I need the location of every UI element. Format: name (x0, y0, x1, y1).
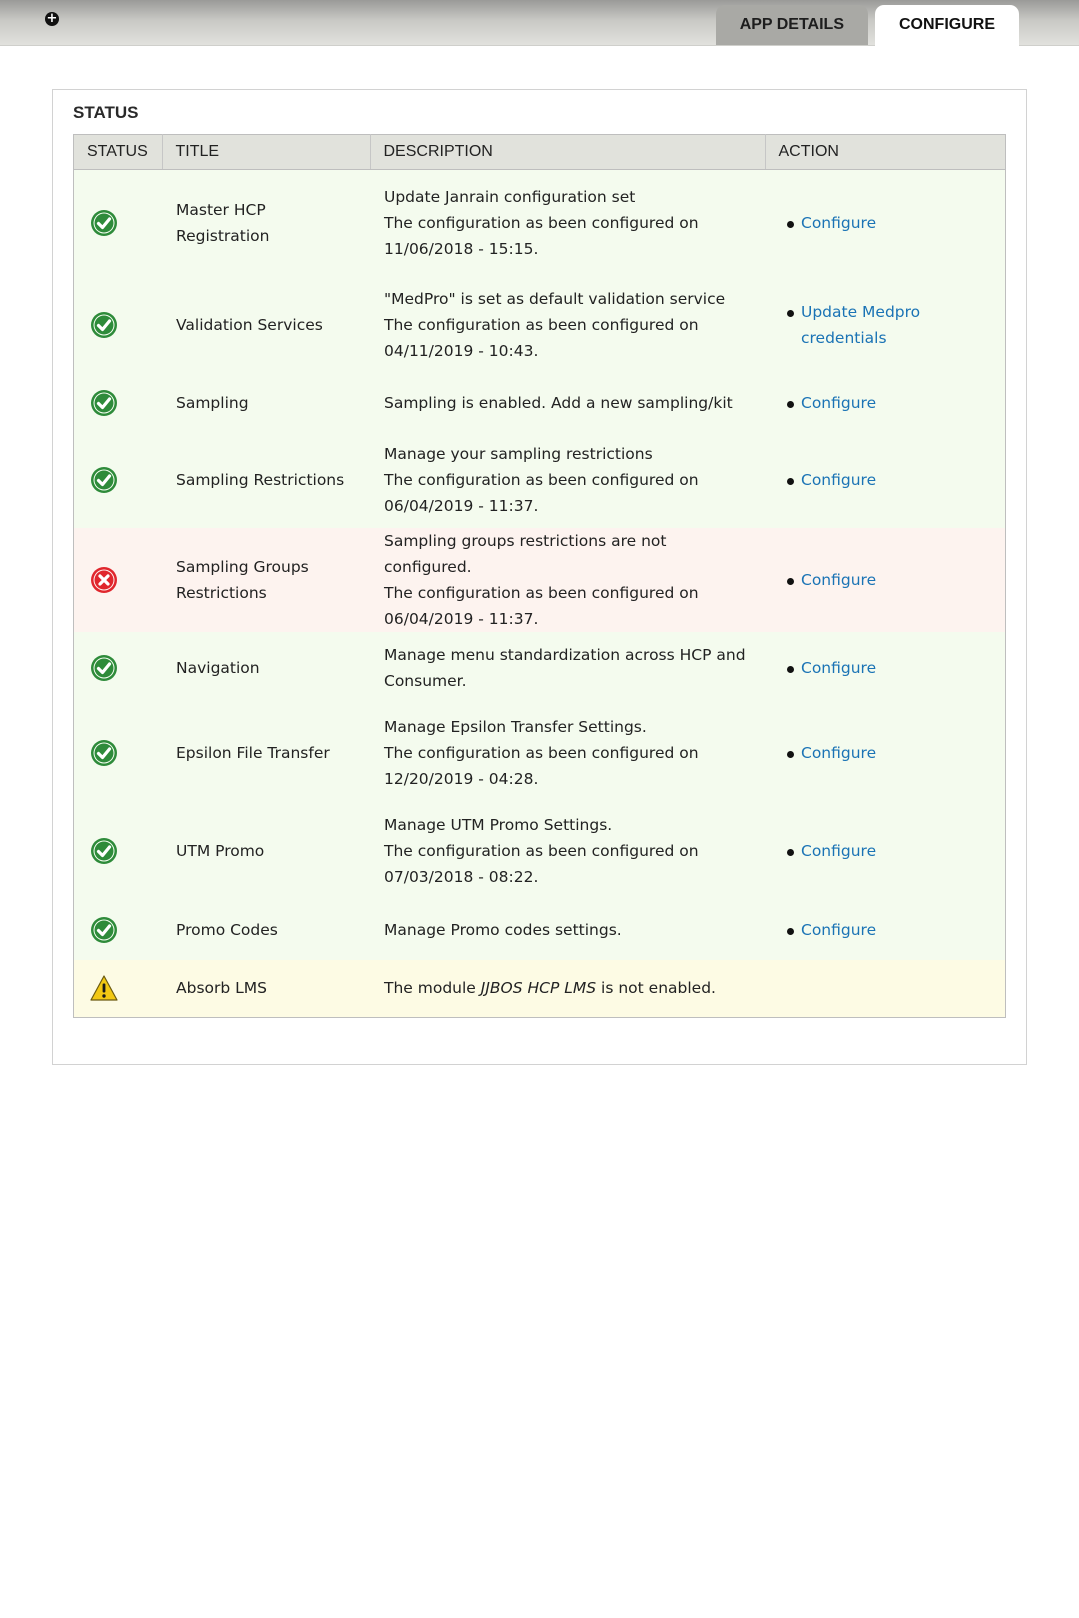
check-circle-icon (90, 837, 118, 865)
status-table-body (74, 170, 1006, 1018)
table-row (74, 528, 1006, 632)
check-circle-icon (90, 916, 118, 944)
action-cell (765, 900, 1006, 960)
description-line: The configuration as been configured on 04/11/2019 - 10:43. (384, 315, 699, 360)
check-circle-icon (90, 654, 118, 682)
check-circle-icon (90, 389, 118, 417)
description-line: The configuration as been configured on 12/20/2019 - 04:28. (384, 743, 699, 788)
description-cell (370, 276, 765, 374)
configure-link[interactable]: Configure (801, 920, 877, 939)
action-item (779, 567, 991, 593)
top-toolbar (0, 0, 1079, 46)
action-item (779, 210, 991, 236)
action-list (779, 467, 991, 493)
check-circle-icon (90, 739, 118, 767)
table-row (74, 374, 1006, 432)
configure-link[interactable]: Configure (801, 841, 877, 860)
table-row (74, 704, 1006, 802)
action-cell (765, 960, 1006, 1018)
description-line: Sampling is enabled. Add a new sampling/kit (384, 393, 733, 412)
table-header-row (74, 135, 1006, 170)
description-line: The configuration as been configured on 06/04/2019 - 11:37. (384, 583, 699, 628)
col-header-title: TITLE (162, 135, 370, 170)
table-row (74, 276, 1006, 374)
status-cell (74, 432, 163, 528)
action-cell (765, 632, 1006, 704)
action-item (779, 390, 991, 416)
status-cell (74, 900, 163, 960)
action-cell (765, 704, 1006, 802)
description-cell (370, 802, 765, 900)
description-line: Manage Promo codes settings. (384, 920, 622, 939)
action-cell (765, 528, 1006, 632)
title-cell: Validation Services (162, 276, 370, 374)
description-line: Manage your sampling restrictions (384, 444, 653, 463)
check-circle-icon (90, 466, 118, 494)
action-item (779, 917, 991, 943)
status-cell (74, 374, 163, 432)
description-line: Sampling groups restrictions are not configured. (384, 531, 667, 576)
action-list (779, 567, 991, 593)
action-list (779, 838, 991, 864)
tab-app-details[interactable]: APP DETAILS (716, 5, 868, 45)
action-cell (765, 802, 1006, 900)
action-cell (765, 374, 1006, 432)
action-item (779, 838, 991, 864)
title-cell: Master HCP Registration (162, 170, 370, 276)
action-list (779, 299, 991, 351)
title-cell: UTM Promo (162, 802, 370, 900)
action-list (779, 655, 991, 681)
col-header-description: DESCRIPTION (370, 135, 765, 170)
description-cell (370, 374, 765, 432)
configure-link[interactable]: Configure (801, 470, 877, 489)
update-medpro-credentials-link[interactable]: Update Medpro credentials (801, 302, 921, 347)
table-row (74, 960, 1006, 1018)
status-panel (52, 89, 1027, 1065)
tab-configure[interactable]: CONFIGURE (875, 5, 1019, 46)
action-cell (765, 432, 1006, 528)
status-cell (74, 704, 163, 802)
title-cell: Sampling Restrictions (162, 432, 370, 528)
status-cell (74, 528, 163, 632)
description-line: The configuration as been configured on 07/03/2018 - 08:22. (384, 841, 699, 886)
description-line: "MedPro" is set as default validation service (384, 289, 726, 308)
description-line: The configuration as been configured on 11/06/2018 - 15:15. (384, 213, 699, 258)
action-cell (765, 276, 1006, 374)
description-line (384, 975, 751, 1001)
status-cell (74, 632, 163, 704)
action-cell (765, 170, 1006, 276)
description-line: Update Janrain configuration set (384, 187, 636, 206)
title-cell: Epsilon File Transfer (162, 704, 370, 802)
title-cell: Sampling (162, 374, 370, 432)
description-prefix: The module (384, 979, 481, 998)
action-list (779, 917, 991, 943)
description-cell (370, 632, 765, 704)
title-cell: Navigation (162, 632, 370, 704)
description-line: Manage menu standardization across HCP and Consumer. (384, 645, 746, 690)
table-row (74, 900, 1006, 960)
description-cell (370, 528, 765, 632)
configure-link[interactable]: Configure (801, 213, 877, 232)
description-cell (370, 900, 765, 960)
action-list (779, 740, 991, 766)
action-list (779, 210, 991, 236)
description-cell (370, 960, 765, 1018)
description-suffix: is not enabled. (596, 979, 716, 998)
action-item (779, 299, 991, 351)
status-cell (74, 960, 163, 1018)
table-row (74, 432, 1006, 528)
configure-link[interactable]: Configure (801, 393, 877, 412)
status-panel-title: STATUS (73, 103, 139, 122)
action-item (779, 467, 991, 493)
description-cell (370, 704, 765, 802)
status-cell (74, 170, 163, 276)
plus-circle-icon[interactable]: + (46, 11, 58, 26)
configure-link[interactable]: Configure (801, 658, 877, 677)
col-header-action: ACTION (765, 135, 1006, 170)
module-name: JJBOS HCP LMS (480, 979, 597, 998)
action-item (779, 740, 991, 766)
configure-link[interactable]: Configure (801, 743, 877, 762)
title-cell: Promo Codes (162, 900, 370, 960)
col-header-status: STATUS (74, 135, 163, 170)
table-row (74, 802, 1006, 900)
configure-link[interactable]: Configure (801, 570, 877, 589)
description-cell (370, 432, 765, 528)
action-item (779, 655, 991, 681)
status-cell (74, 802, 163, 900)
table-row (74, 170, 1006, 276)
table-row (74, 632, 1006, 704)
warning-triangle-icon (90, 974, 118, 1002)
error-circle-icon (90, 566, 118, 594)
description-cell (370, 170, 765, 276)
check-circle-icon (90, 209, 118, 237)
description-line: Manage Epsilon Transfer Settings. (384, 717, 647, 736)
status-table (73, 134, 1006, 1018)
description-line: The configuration as been configured on 06/04/2019 - 11:37. (384, 470, 699, 515)
description-line: Manage UTM Promo Settings. (384, 815, 613, 834)
check-circle-icon (90, 311, 118, 339)
status-cell (74, 276, 163, 374)
action-list (779, 390, 991, 416)
title-cell: Absorb LMS (162, 960, 370, 1018)
title-cell: Sampling Groups Restrictions (162, 528, 370, 632)
primary-tabs (716, 5, 1019, 46)
